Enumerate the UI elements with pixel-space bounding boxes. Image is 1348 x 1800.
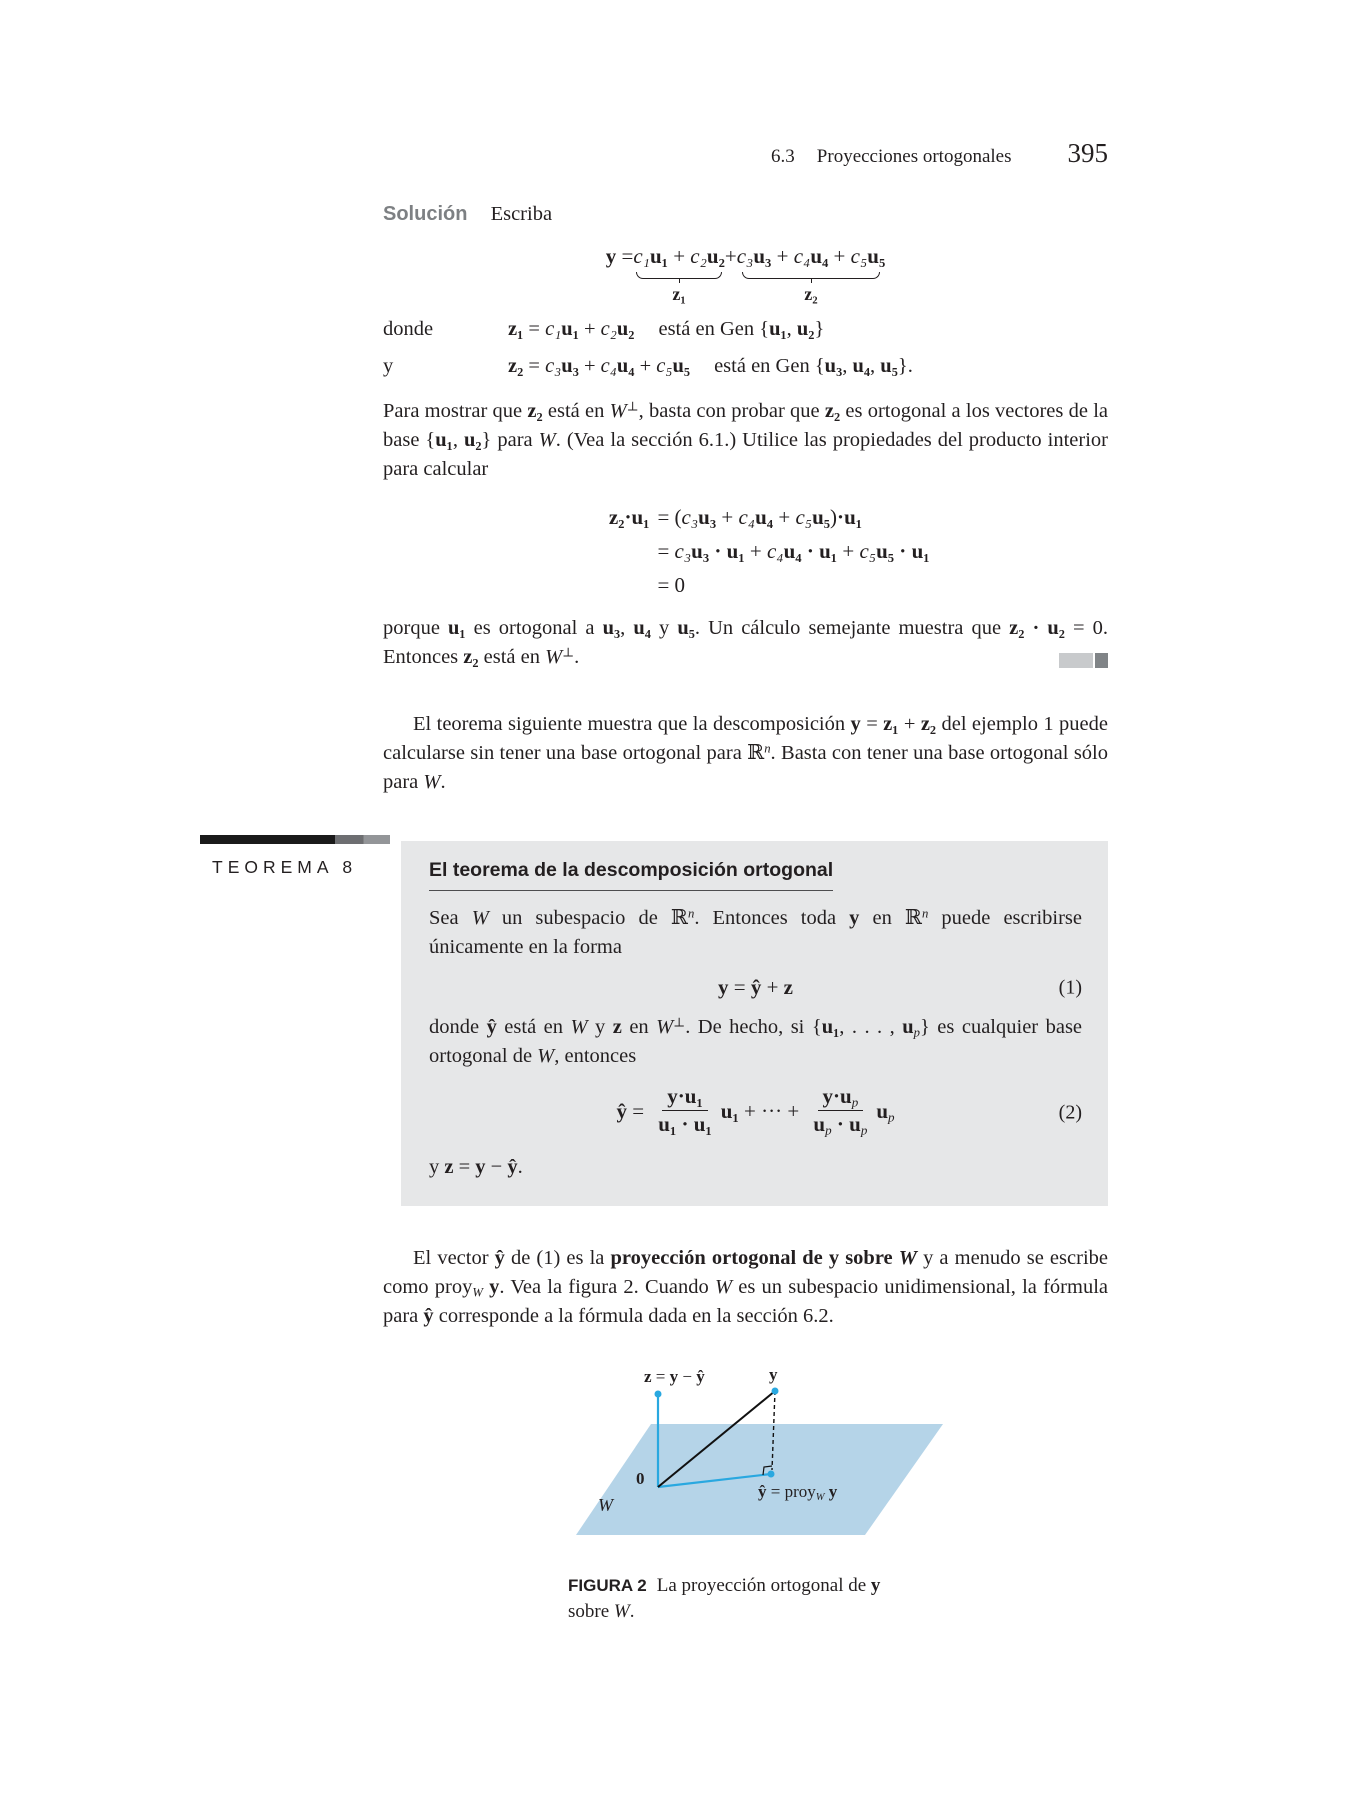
underbrace-expression: c₃u₃ + c₄u₄ + c₅u₅ [736, 244, 886, 268]
paragraph-show-z2: Para mostrar que z₂ está en W⊥, basta con probar que z₂ es ortogonal a los vectores de la base {u₁, u₂} para W. (Vea la sección 6.1.) Utilice las propiedades del producto interior para calcular [383, 399, 1109, 480]
paragraph-projection-definition: El vector ŷ de (1) es la proyección ortogonal de y sobre W y a menudo se escribe como proyW y. Vea la figura 2. Cuando W es un subespacio unidimensional, la fórmula para ŷ corresponde a la fórmula dada en la sección 6.2. [383, 1246, 1108, 1327]
equation-right-side: = 0 [657, 573, 686, 597]
figure-label-w: W [598, 1494, 613, 1515]
fraction-1 [653, 1084, 716, 1137]
equation-left-side: z₂·u₁ [608, 505, 650, 529]
projection-diagram [568, 1364, 988, 1555]
underbrace-label-z1: z₁ [672, 284, 686, 304]
equation-dots: + ··· + [738, 1099, 805, 1124]
theorem-rule-bar-icon [200, 835, 390, 844]
equation-term: up [876, 1099, 895, 1125]
underbrace-icon [636, 272, 722, 279]
theorem-body-2: donde ŷ está en W y z en W⊥. De hecho, si {u₁, . . . , up} es cualquier base ortogonal de W, entonces [429, 1015, 1083, 1067]
equation-content: y = ŷ + z [717, 975, 793, 999]
theorem-equation-2 [429, 1084, 1082, 1140]
fraction-numerator: y·up [818, 1084, 864, 1111]
figure-2 [568, 1364, 988, 1555]
theorem-side-label [200, 835, 390, 878]
end-of-example-marker [1059, 653, 1108, 668]
where-equation: z₁ = c₁u₁ + c₂u₂ [508, 318, 635, 340]
equation-row [561, 500, 929, 534]
where-word: y [383, 355, 394, 377]
section-number: 6.3 [771, 146, 795, 167]
theorem-box [401, 841, 1108, 1206]
underbrace-group-z1 [633, 244, 725, 305]
underbrace-label-z2: z₂ [804, 284, 818, 304]
equation-right-side: = (c₃u₃ + c₄u₄ + c₅u₅)·u₁ [657, 505, 863, 529]
equation-plus-sign: + [724, 244, 737, 268]
fraction-denominator: up · up [813, 1111, 868, 1138]
theorem-body-1: Sea W un subespacio de ℝ$^n$. Entonces toda y en ℝ$^n$ puede escribirse únicamente en la forma [429, 906, 1082, 958]
running-head [383, 0, 1108, 169]
section-title: Proyecciones ortogonales [816, 146, 1012, 167]
equation-row [561, 534, 929, 568]
equation-lhs: ŷ = [616, 1099, 650, 1124]
point-z-dot [655, 1390, 662, 1397]
solution-label: Solución [383, 203, 468, 225]
theorem-title: El teorema de la descomposición ortogonal [429, 859, 833, 891]
equation-right-side: = c₃u₃ · u₁ + c₄u₄ · u₁ + c₅u₅ · u₁ [657, 539, 930, 563]
main-column [212, 203, 1109, 1625]
figure-label-y: y [769, 1364, 778, 1384]
equation-number: (1) [1058, 976, 1082, 998]
display-equation-decomposition [383, 244, 1108, 305]
theorem-equation-1 [429, 975, 1082, 1000]
point-yhat-dot [768, 1470, 775, 1477]
where-line-y [383, 348, 1108, 385]
paragraph-theorem-intro: El teorema siguiente muestra que la descomposición y = z₁ + z₂ del ejemplo 1 puede calcularse sin tener una base ortogonal para ℝ$^n$. Basta con tener una base ortogonal sólo para W. [383, 713, 1108, 793]
underbrace-group-z2 [737, 244, 886, 305]
fraction-numerator: y·u₁ [662, 1084, 708, 1111]
end-marker-square-icon [1095, 653, 1108, 668]
solution-lead-text: Escriba [490, 203, 553, 225]
where-condition: está en Gen {u₁, u₂} [658, 318, 825, 340]
underbrace-icon [742, 272, 881, 279]
theorem-body-3: y z = y − ŷ. [429, 1155, 523, 1178]
end-marker-bar-icon [1059, 653, 1093, 668]
point-y-dot [772, 1387, 779, 1394]
figure-label-z: z = y − ŷ [644, 1366, 705, 1386]
equation-row [561, 568, 929, 602]
page-number: 395 [1067, 138, 1108, 168]
where-condition: está en Gen {u₃, u₄, u₅}. [714, 355, 913, 377]
theorem-8 [212, 841, 1108, 1206]
display-equation-dot-products [561, 500, 929, 602]
equation-lhs: y = [605, 244, 634, 268]
where-line-donde [383, 311, 1108, 348]
figure-label-origin: 0 [636, 1468, 645, 1488]
fraction-denominator: u₁ · u₁ [658, 1111, 712, 1136]
equation-number: (2) [1058, 1101, 1082, 1124]
underbrace-expression: c₁u₁ + c₂u₂ [633, 244, 725, 268]
paragraph-conclusion: porque u₁ es ortogonal a u₃, u₄ y u₅. Un cálculo semejante muestra que z₂ · u₂ = 0. Entonces z₂ está en W⊥. [383, 617, 1108, 668]
figure-caption: FIGURA 2 La proyección ortogonal de y sobre W. [568, 1574, 881, 1622]
fraction-2 [808, 1084, 872, 1137]
solution-line [383, 203, 1108, 226]
figure-label-yhat: ŷ = proyW y [758, 1481, 838, 1503]
equation-term: u₁ [720, 1099, 739, 1124]
where-word: donde [383, 318, 434, 340]
where-equation: z₂ = c₃u₃ + c₄u₄ + c₅u₅ [508, 355, 691, 377]
paragraph-conclusion-wrap [383, 614, 1108, 672]
theorem-label: TEOREMA 8 [212, 857, 358, 877]
plane-w [576, 1424, 943, 1535]
